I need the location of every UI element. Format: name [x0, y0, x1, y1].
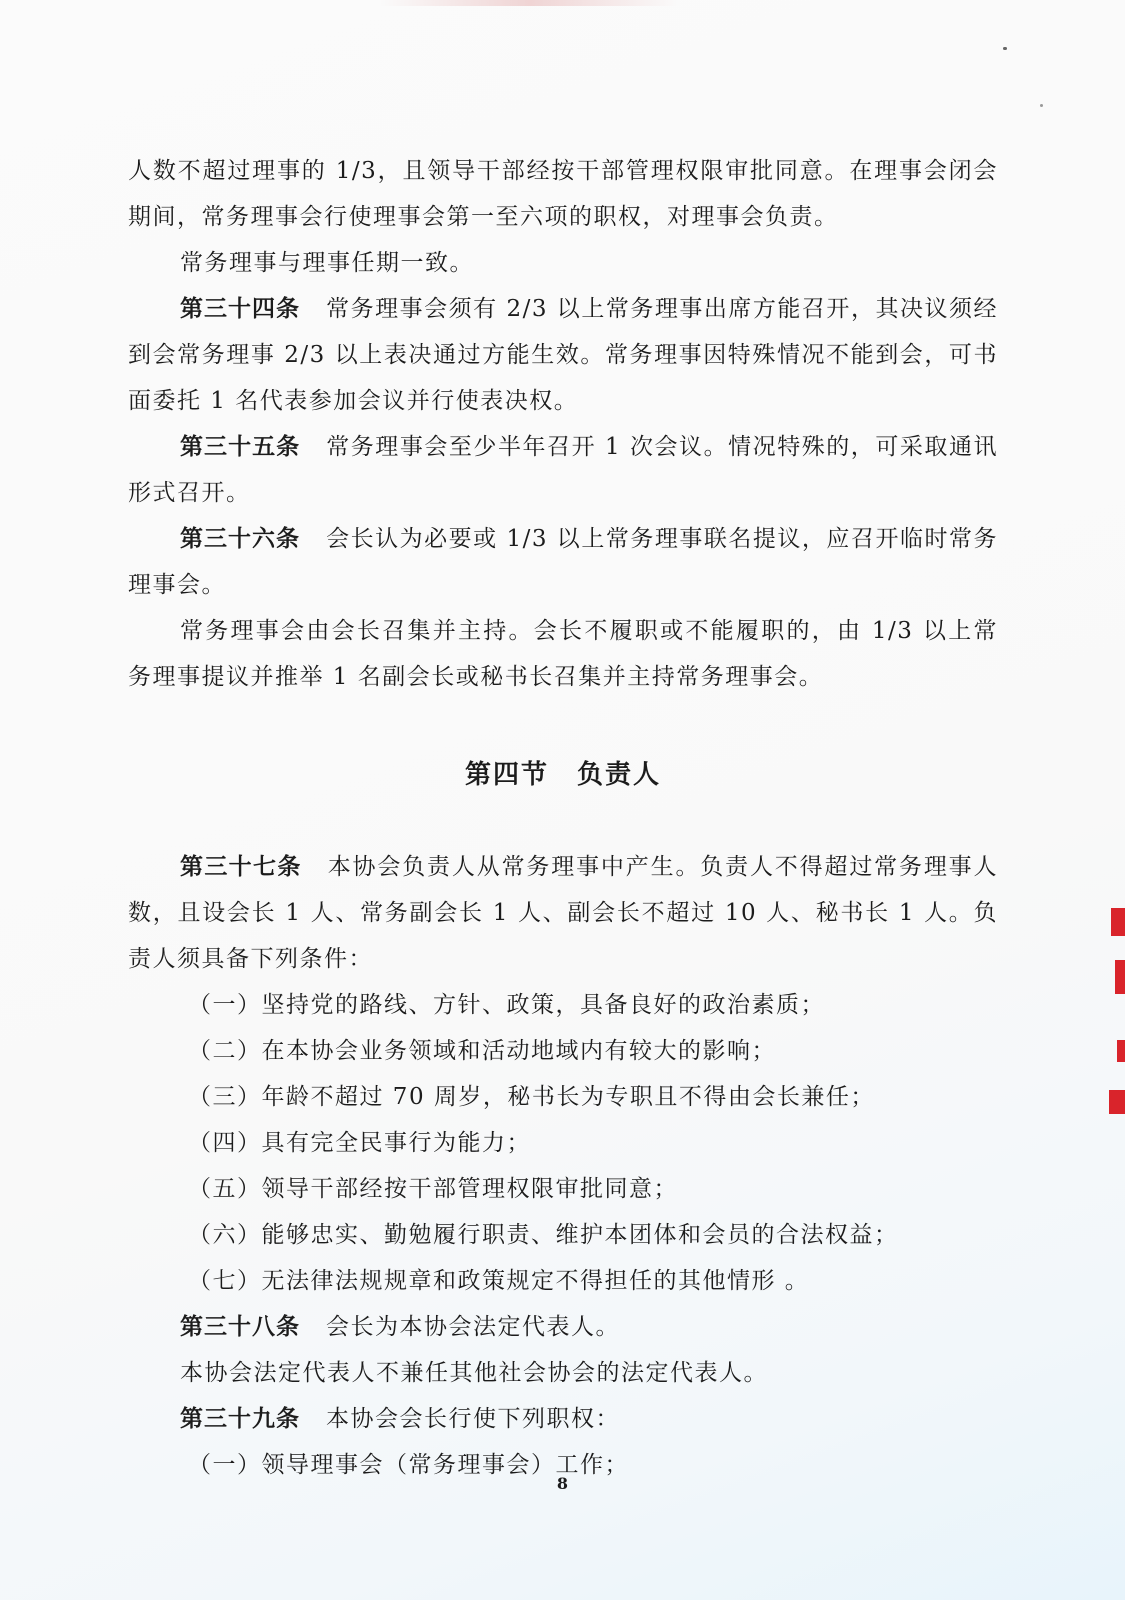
article-number: 第三十六条	[180, 525, 301, 552]
article-34	[128, 286, 998, 424]
article-38	[128, 1304, 998, 1350]
article-text: 常务理事会至少半年召开 1 次会议。情况特殊的，可采取通讯形式召开。	[128, 434, 998, 506]
section-number: 第四节	[464, 760, 549, 790]
paragraph: 常务理事会由会长召集并主持。会长不履职或不能履职的，由 1/3 以上常务理事提议并推举 1 名副会长或秘书长召集并主持常务理事会。	[128, 618, 998, 690]
article-37	[128, 844, 998, 982]
condition-item: （二）在本协会业务领域和活动地域内有较大的影响；	[188, 1038, 776, 1064]
condition-item: （一）坚持党的路线、方针、政策，具备良好的政治素质；	[188, 992, 825, 1018]
body-text	[128, 148, 998, 1488]
article-text: 会长认为必要或 1/3 以上常务理事联名提议，应召开临时常务理事会。	[128, 526, 999, 598]
article-text: 会长为本协会法定代表人。	[326, 1314, 620, 1340]
condition-item: （四）具有完全民事行为能力；	[188, 1130, 531, 1156]
article-39	[128, 1396, 998, 1442]
scan-speck	[1040, 104, 1043, 107]
power-item: （一）领导理事会（常务理事会）工作；	[188, 1452, 629, 1478]
article-number: 第三十七条	[180, 853, 302, 880]
scan-tint	[380, 0, 680, 6]
article-text: 常务理事会须有 2/3 以上常务理事出席方能召开，其决议须经到会常务理事 2/3 以上表决通过方能生效。常务理事因特殊情况不能到会，可书面委托 1 名代表参加会议并行使表决权。	[128, 296, 999, 414]
scan-speck	[1003, 47, 1007, 50]
section-heading	[128, 752, 998, 798]
paragraph: 本协会法定代表人不兼任其他社会协会的法定代表人。	[180, 1360, 768, 1386]
condition-item: （三）年龄不超过 70 周岁，秘书长为专职且不得由会长兼任；	[188, 1084, 875, 1110]
condition-item: （六）能够忠实、勤勉履行职责、维护本团体和会员的合法权益；	[188, 1222, 899, 1248]
article-number: 第三十八条	[180, 1313, 300, 1340]
article-number: 第三十五条	[180, 433, 301, 460]
article-number: 第三十四条	[180, 295, 301, 322]
condition-item: （七）无法律法规规章和政策规定不得担任的其他情形 。	[188, 1268, 810, 1294]
paragraph: 人数不超过理事的 1/3，且领导干部经按干部管理权限审批同意。在理事会闭会期间，常务理事会行使理事会第一至六项的职权，对理事会负责。	[128, 158, 998, 230]
seal-edge	[1111, 908, 1125, 936]
seal-edge	[1115, 960, 1125, 994]
page-number: 8	[556, 1474, 569, 1493]
seal-edge	[1109, 1090, 1125, 1114]
condition-item: （五）领导干部经按干部管理权限审批同意；	[188, 1176, 678, 1202]
article-text: 本协会负责人从常务理事中产生。负责人不得超过常务理事人数，且设会长 1 人、常务副会长 1 人、副会长不超过 10 人、秘书长 1 人。负责人须具备下列条件：	[128, 854, 999, 972]
paragraph: 常务理事与理事任期一致。	[180, 250, 474, 276]
article-36	[128, 516, 998, 608]
article-number: 第三十九条	[180, 1405, 300, 1432]
article-text: 本协会会长行使下列职权：	[326, 1406, 620, 1432]
article-35	[128, 424, 998, 516]
section-title: 负责人	[577, 760, 662, 790]
seal-edge	[1117, 1040, 1125, 1062]
